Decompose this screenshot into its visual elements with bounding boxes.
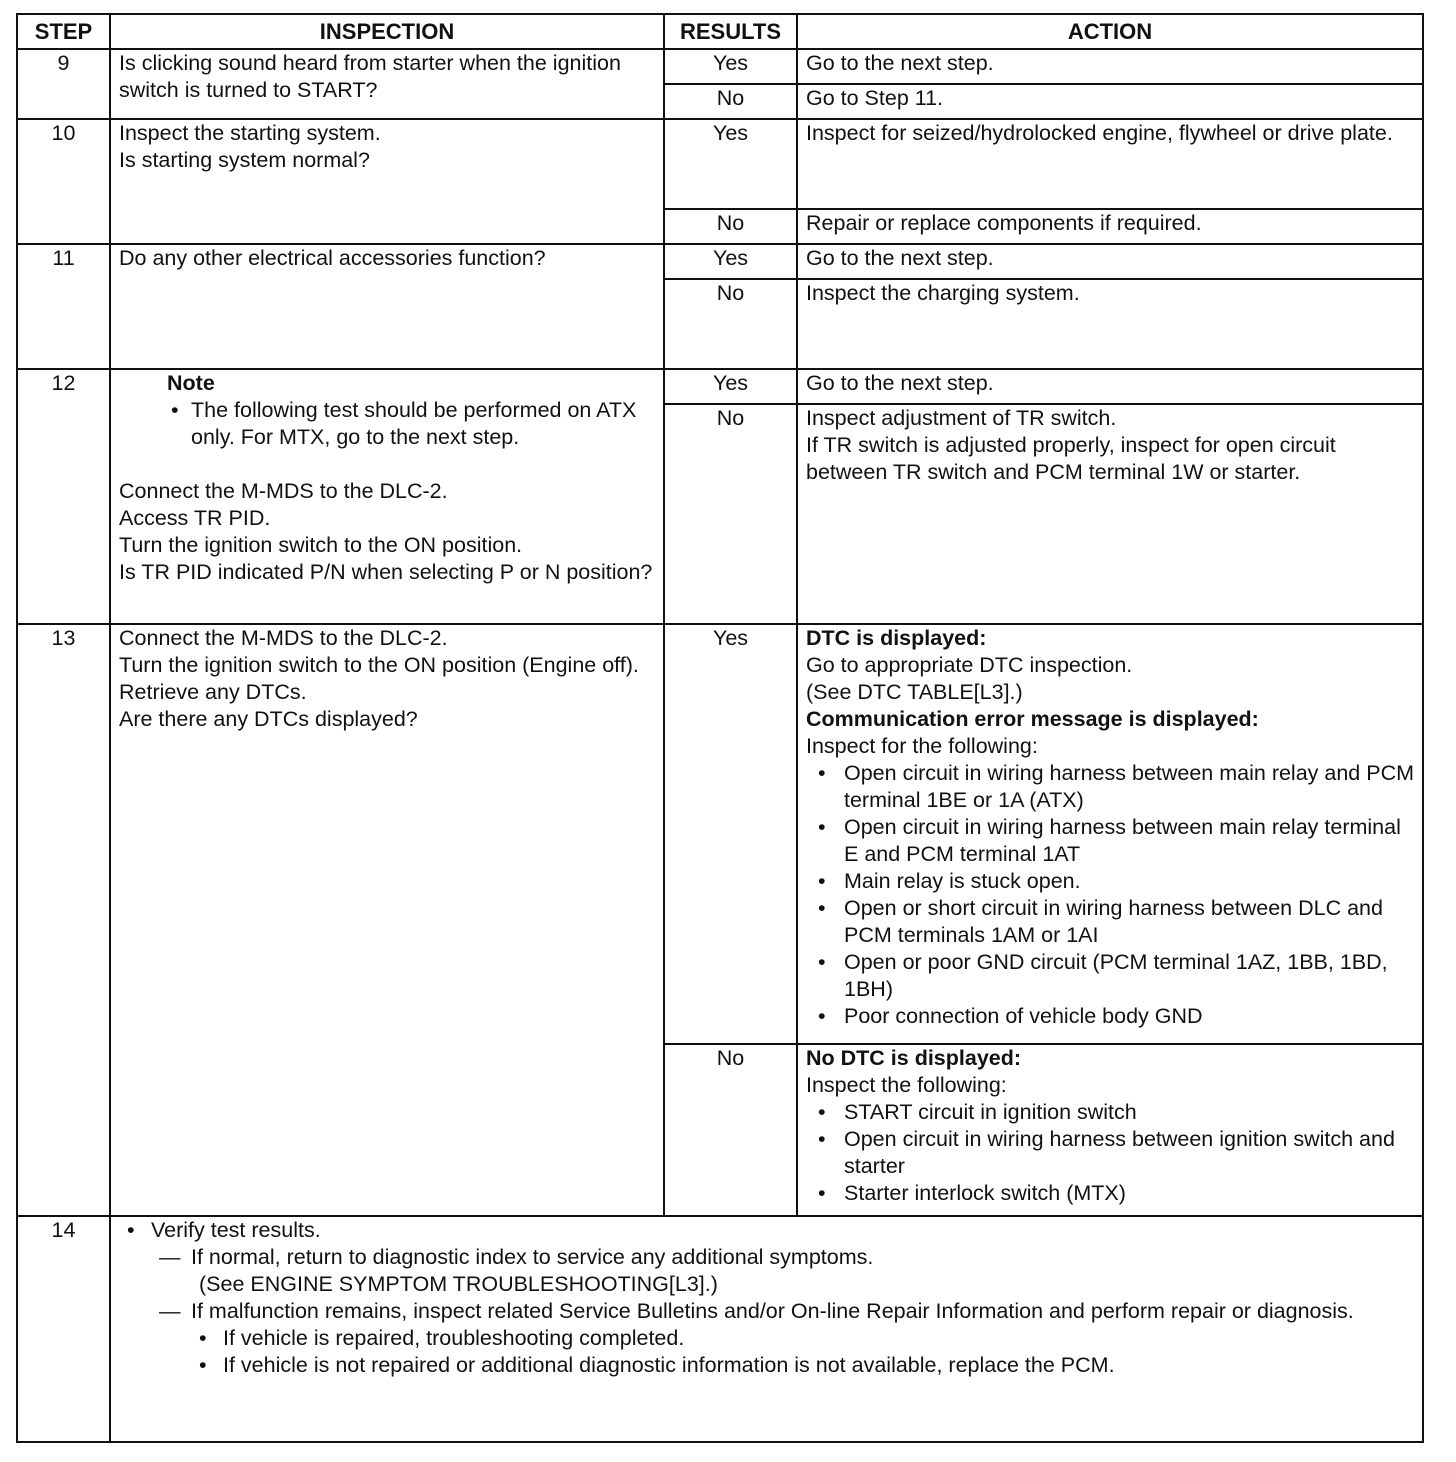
action-cell: Repair or replace components if required. xyxy=(797,209,1423,244)
step-number: 9 xyxy=(17,49,110,119)
header-inspection: INSPECTION xyxy=(110,14,664,49)
list-item: • Open circuit in wiring harness between main relay terminal E and PCM terminal 1AT xyxy=(806,814,1414,868)
action-cell: Go to Step 11. xyxy=(797,84,1423,119)
action-line: Go to appropriate DTC inspection. xyxy=(806,653,1133,677)
list-item: • Starter interlock switch (MTX) xyxy=(806,1180,1414,1207)
inspection-cell xyxy=(110,624,664,1216)
result-no: No xyxy=(664,1044,797,1216)
list-item: • Open or poor GND circuit (PCM terminal 1AZ, 1BB, 1BD, 1BH) xyxy=(806,949,1414,1003)
inspection-line: Turn the ignition switch to the ON position (Engine off). xyxy=(119,653,639,677)
see-reference: (See ENGINE SYMPTOM TROUBLESHOOTING[L3].) xyxy=(199,1272,718,1296)
inspection-line: Retrieve any DTCs. xyxy=(119,680,307,704)
action-cell xyxy=(797,624,1423,1044)
action-cell: Go to the next step. xyxy=(797,49,1423,84)
inspection-cell: Do any other electrical accessories function? xyxy=(110,244,664,369)
result-yes: Yes xyxy=(664,119,797,209)
step-number: 13 xyxy=(17,624,110,1216)
result-yes: Yes xyxy=(664,369,797,404)
action-heading: Communication error message is displayed: xyxy=(806,707,1259,731)
action-cell: Inspect the charging system. xyxy=(797,279,1423,369)
inspection-line: Are there any DTCs displayed? xyxy=(119,707,418,731)
action-cell: Go to the next step. xyxy=(797,244,1423,279)
action-line: Inspect adjustment of TR switch. xyxy=(806,406,1117,430)
sub-item: • If vehicle is not repaired or additional diagnostic information is not available, replace the PCM. xyxy=(119,1352,1414,1379)
header-step: STEP xyxy=(17,14,110,49)
inspection-line: Connect the M-MDS to the DLC-2. xyxy=(119,626,448,650)
dash-item: — If normal, return to diagnostic index to service any additional symptoms. xyxy=(119,1244,1414,1271)
table-row xyxy=(17,624,1423,1044)
result-yes: Yes xyxy=(664,624,797,1044)
result-no: No xyxy=(664,279,797,369)
action-cell xyxy=(797,1044,1423,1216)
action-heading: DTC is displayed: xyxy=(806,626,987,650)
verify-item: • Verify test results. xyxy=(119,1217,1414,1244)
note-heading: Note xyxy=(167,371,215,395)
inspection-cell xyxy=(110,369,664,624)
inspection-line: Inspect the starting system. xyxy=(119,121,381,145)
inspection-line: Is starting system normal? xyxy=(119,148,370,172)
note-list xyxy=(119,397,655,451)
table-row xyxy=(17,119,1423,209)
list-item: • Main relay is stuck open. xyxy=(806,868,1414,895)
action-line: Inspect the following: xyxy=(806,1073,1007,1097)
action-list xyxy=(806,1099,1414,1207)
diagnostic-table xyxy=(16,13,1424,1443)
inspection-line: Connect the M-MDS to the DLC-2. xyxy=(119,479,448,503)
action-cell: Inspect for seized/hydrolocked engine, flywheel or drive plate. xyxy=(797,119,1423,209)
sub-item: • If vehicle is repaired, troubleshooting completed. xyxy=(119,1325,1414,1352)
action-cell: Go to the next step. xyxy=(797,369,1423,404)
action-line: If TR switch is adjusted properly, inspect for open circuit between TR switch and PCM terminal 1W or starter. xyxy=(806,433,1336,484)
list-item: • Open circuit in wiring harness between ignition switch and starter xyxy=(806,1126,1414,1180)
table-row xyxy=(17,369,1423,404)
result-yes: Yes xyxy=(664,49,797,84)
step-number: 11 xyxy=(17,244,110,369)
header-action: ACTION xyxy=(797,14,1423,49)
action-cell xyxy=(797,404,1423,624)
note-item: • The following test should be performed on ATX only. For MTX, go to the next step. xyxy=(167,397,655,451)
inspection-line: Is TR PID indicated P/N when selecting P or N position? xyxy=(119,560,653,584)
action-line: Inspect for the following: xyxy=(806,734,1038,758)
result-no: No xyxy=(664,404,797,624)
inspection-line: Turn the ignition switch to the ON position. xyxy=(119,533,523,557)
list-item: • Open or short circuit in wiring harness between DLC and PCM terminals 1AM or 1AI xyxy=(806,895,1414,949)
step-number: 10 xyxy=(17,119,110,244)
list-item: • Open circuit in wiring harness between main relay and PCM terminal 1BE or 1A (ATX) xyxy=(806,760,1414,814)
action-list xyxy=(806,760,1414,1030)
step-number: 12 xyxy=(17,369,110,624)
result-yes: Yes xyxy=(664,244,797,279)
result-no: No xyxy=(664,209,797,244)
action-heading: No DTC is displayed: xyxy=(806,1046,1022,1070)
inspection-line: Access TR PID. xyxy=(119,506,271,530)
action-line: (See DTC TABLE[L3].) xyxy=(806,680,1023,704)
step-number: 14 xyxy=(17,1216,110,1442)
inspection-cell: Is clicking sound heard from starter when the ignition switch is turned to START? xyxy=(110,49,664,119)
list-item: • START circuit in ignition switch xyxy=(806,1099,1414,1126)
result-no: No xyxy=(664,84,797,119)
header-row xyxy=(17,14,1423,49)
inspection-cell xyxy=(110,119,664,244)
table-row xyxy=(17,244,1423,279)
list-item: • Poor connection of vehicle body GND xyxy=(806,1003,1414,1030)
dash-item: — If malfunction remains, inspect related Service Bulletins and/or On-line Repair Information and perform repair or diagnosis. xyxy=(119,1298,1414,1325)
table-row xyxy=(17,49,1423,84)
header-results: RESULTS xyxy=(664,14,797,49)
table-row xyxy=(17,1216,1423,1442)
verify-cell xyxy=(110,1216,1423,1442)
